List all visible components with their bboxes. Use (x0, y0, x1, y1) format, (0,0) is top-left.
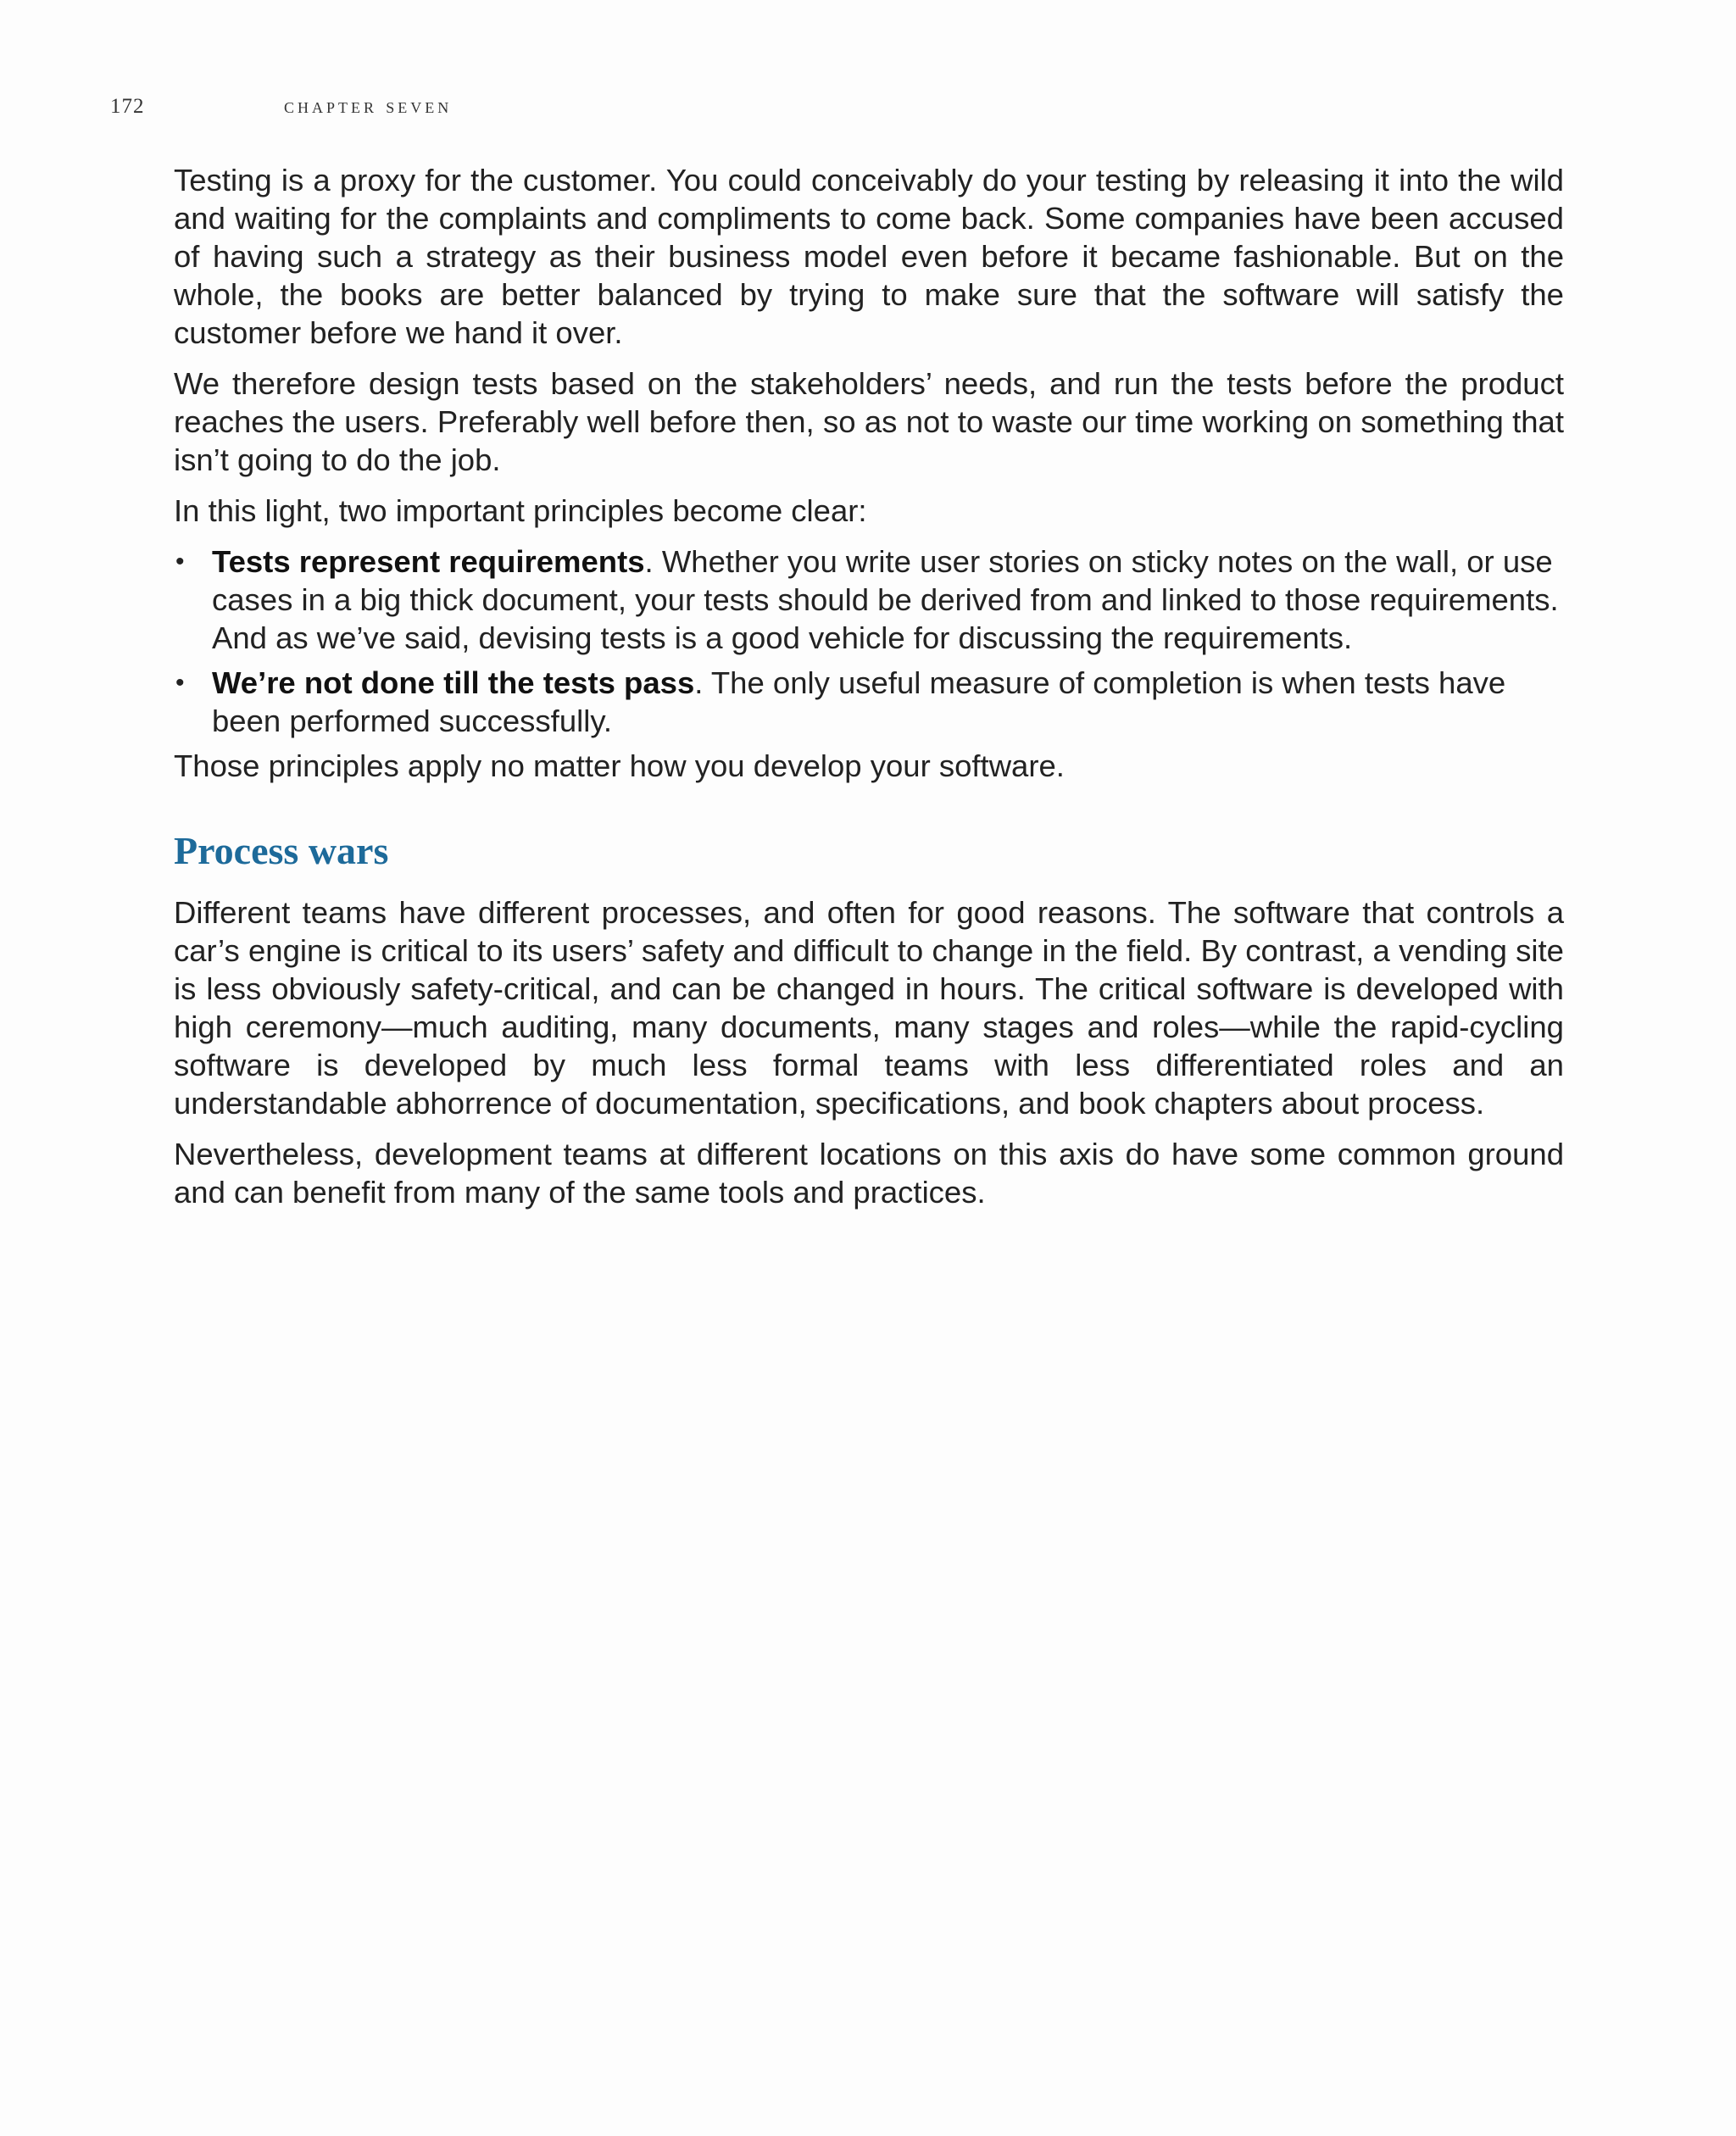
page-body (174, 161, 1564, 1224)
body-paragraph: Different teams have different processes, and often for good reasons. The software that controls a car’s engine is critical to its users’ safety and difficult to change in the field. By contrast, a vending site is less obviously safety-critical, and can be changed in hours. The critical software is developed with high ceremony—much auditing, many documents, many stages and roles—while the rapid-cycling software is developed by much less formal teams with less differentiated roles and an understandable abhorrence of documentation, specifications, and book chapters about process. (174, 895, 1564, 1121)
list-item-title: Tests represent requirements (212, 544, 645, 579)
body-paragraph: Testing is a proxy for the customer. You could conceivably do your testing by releasing it into the wild and waiting for the complaints and compliments to come back. Some companies have been accused of having such a strategy as their business model even before it became fashionable. But on the whole, the books are better balanced by trying to make sure that the software will satisfy the customer before we hand it over. (174, 163, 1564, 350)
list-item-text: . The only useful measure of completion is when tests have been performed successfully. (212, 665, 1506, 738)
running-head (110, 95, 1551, 129)
bullet-icon: • (175, 669, 185, 697)
body-paragraph: Nevertheless, development teams at different locations on this axis do have some common ground and can benefit from many of the same tools and practices. (174, 1137, 1564, 1210)
list-item (174, 542, 1564, 657)
principles-list (174, 542, 1564, 740)
list-item (174, 664, 1564, 740)
list-item-title: We’re not done till the tests pass (212, 665, 695, 700)
body-paragraph: Those principles apply no matter how you develop your software. (174, 748, 1065, 783)
section-heading: Process wars (174, 829, 389, 872)
list-item-text: . Whether you write user stories on sticky notes on the wall, or use cases in a big thick document, your tests should be derived from and linked to those requirements. And as we’ve said, devising tests is a good vehicle for discussing the requirements. (212, 544, 1559, 655)
bullet-icon: • (175, 548, 185, 576)
body-paragraph: We therefore design tests based on the stakeholders’ needs, and run the tests before the product reaches the users. Preferably well before then, so as not to waste our time working on something that isn’t going to do the job. (174, 366, 1564, 477)
chapter-label: chapter seven (284, 95, 453, 118)
page-number: 172 (110, 95, 145, 118)
body-paragraph: In this light, two important principles become clear: (174, 493, 867, 528)
